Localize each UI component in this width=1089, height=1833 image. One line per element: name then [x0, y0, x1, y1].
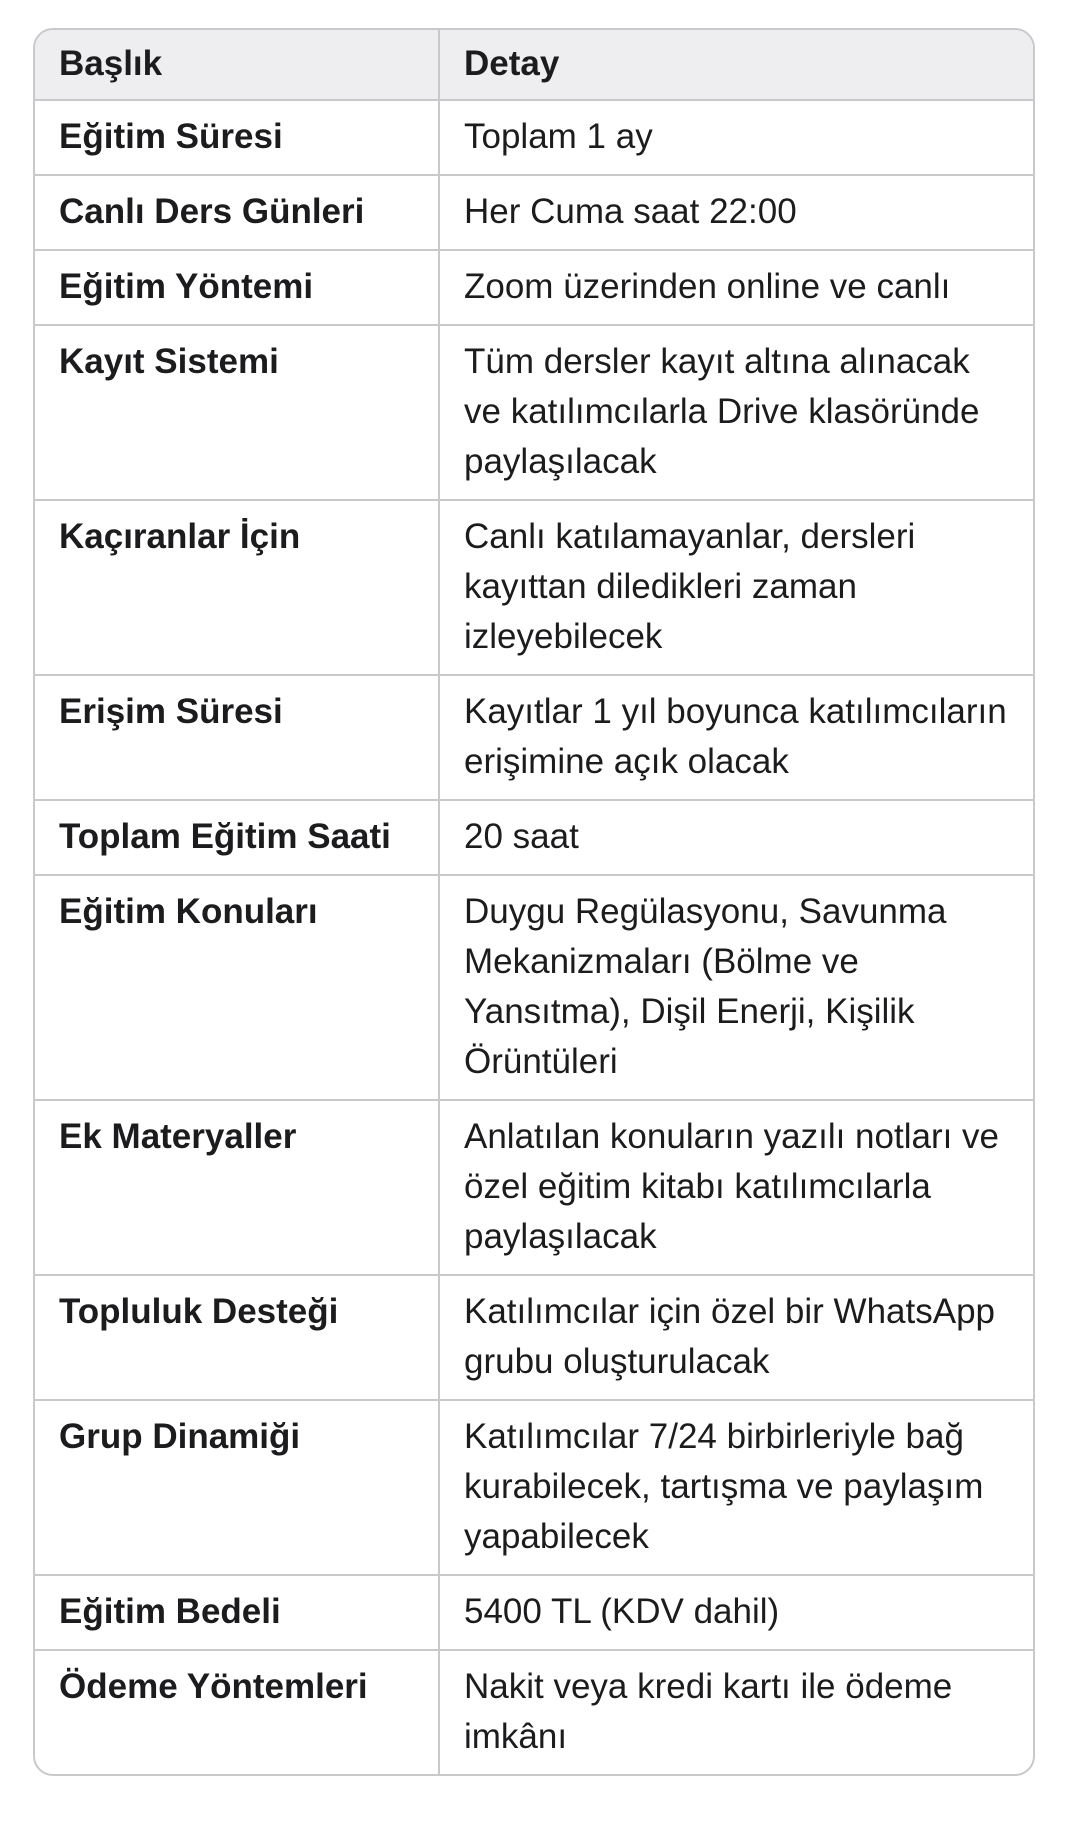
row-detail: Canlı katılamayanlar, dersleri kayıttan diledikleri zaman izleyebilecek [439, 500, 1033, 675]
row-detail: Tüm dersler kayıt altına alınacak ve katılımcılarla Drive klasöründe paylaşılacak [439, 325, 1033, 500]
row-detail: Katılımcılar için özel bir WhatsApp grubu oluşturulacak [439, 1275, 1033, 1400]
table-row [35, 325, 1033, 500]
row-label: Grup Dinamiği [35, 1400, 439, 1575]
table-row [35, 100, 1033, 175]
table-row [35, 1575, 1033, 1650]
info-table [35, 30, 1033, 1774]
table-row [35, 800, 1033, 875]
table-body [35, 100, 1033, 1774]
row-label: Ödeme Yöntemleri [35, 1650, 439, 1774]
table-row [35, 1100, 1033, 1275]
row-detail: Her Cuma saat 22:00 [439, 175, 1033, 250]
table-row [35, 500, 1033, 675]
table-row [35, 1650, 1033, 1774]
row-label: Eğitim Konuları [35, 875, 439, 1100]
row-detail: 5400 TL (KDV dahil) [439, 1575, 1033, 1650]
table-row [35, 250, 1033, 325]
row-label: Eğitim Süresi [35, 100, 439, 175]
info-table-card [33, 28, 1035, 1776]
table-row [35, 175, 1033, 250]
row-label: Erişim Süresi [35, 675, 439, 800]
row-detail: Zoom üzerinden online ve canlı [439, 250, 1033, 325]
row-detail: Katılımcılar 7/24 birbirleriyle bağ kurabilecek, tartışma ve paylaşım yapabilecek [439, 1400, 1033, 1575]
row-label: Ek Materyaller [35, 1100, 439, 1275]
table-row [35, 875, 1033, 1100]
row-label: Toplam Eğitim Saati [35, 800, 439, 875]
row-label: Eğitim Bedeli [35, 1575, 439, 1650]
table-row [35, 1400, 1033, 1575]
row-detail: Anlatılan konuların yazılı notları ve özel eğitim kitabı katılımcılarla paylaşılacak [439, 1100, 1033, 1275]
header-cell-title: Başlık [35, 30, 439, 100]
table-row [35, 675, 1033, 800]
row-detail: Kayıtlar 1 yıl boyunca katılımcıların erişimine açık olacak [439, 675, 1033, 800]
row-label: Eğitim Yöntemi [35, 250, 439, 325]
row-label: Kayıt Sistemi [35, 325, 439, 500]
row-label: Kaçıranlar İçin [35, 500, 439, 675]
row-label: Topluluk Desteği [35, 1275, 439, 1400]
row-detail: Duygu Regülasyonu, Savunma Mekanizmaları (Bölme ve Yansıtma), Dişil Enerji, Kişilik Örüntüleri [439, 875, 1033, 1100]
table-row [35, 1275, 1033, 1400]
row-detail: Toplam 1 ay [439, 100, 1033, 175]
row-detail: 20 saat [439, 800, 1033, 875]
table-header-row [35, 30, 1033, 100]
row-label: Canlı Ders Günleri [35, 175, 439, 250]
row-detail: Nakit veya kredi kartı ile ödeme imkânı [464, 1667, 953, 1756]
header-cell-detail: Detay [439, 30, 1033, 100]
